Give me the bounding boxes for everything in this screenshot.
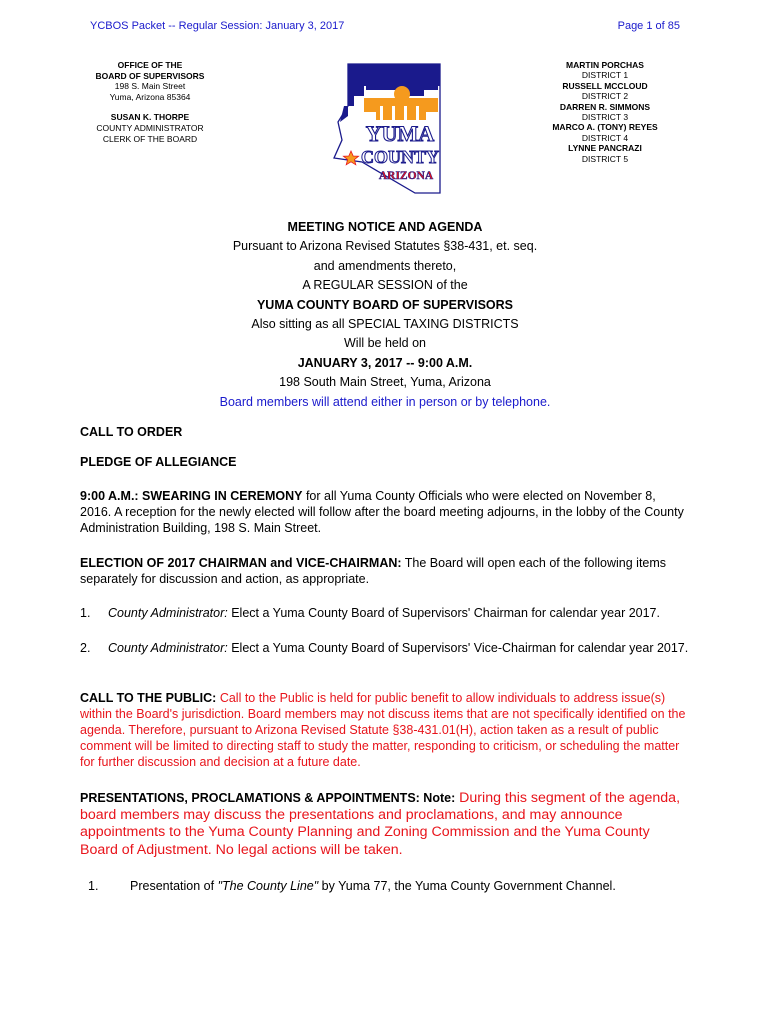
- member-district: DISTRICT 5: [581, 153, 629, 164]
- office-address-block: [60, 60, 240, 144]
- item-text: Elect a Yuma County Board of Supervisors' Chairman for calendar year 2017.: [227, 606, 660, 620]
- swearing-section: [80, 488, 690, 536]
- logo-text-county: COUNTY: [360, 147, 440, 167]
- presentations-section: [80, 790, 690, 859]
- item-prefix: Presentation of: [130, 879, 218, 893]
- notice-held-on: Will be held on: [344, 336, 426, 351]
- presentations-text: During this segment of the agenda, board members may discuss the presentations and proclamations, and may announce appointments to the Yuma County Planning and Zoning Commission and the Yuma County Board of Adjustment. No legal actions will be taken.: [80, 790, 681, 858]
- notice-regular-session: A REGULAR SESSION of the: [302, 278, 468, 293]
- member-district: DISTRICT 1: [581, 70, 629, 81]
- office-line: BOARD OF SUPERVISORS: [95, 70, 205, 81]
- meeting-address: 198 South Main Street, Yuma, Arizona: [279, 375, 491, 390]
- office-line: OFFICE OF THE: [117, 60, 183, 70]
- notice-pursuant: Pursuant to Arizona Revised Statutes §38-431, et. seq.: [232, 239, 538, 254]
- item-suffix: by Yuma 77, the Yuma County Government Channel.: [318, 879, 616, 893]
- election-text: The Board will open each of the following items separately for discussion and action, as appropriate.: [80, 556, 667, 586]
- item-text: Elect a Yuma County Board of Supervisors' Vice-Chairman for calendar year 2017.: [227, 641, 689, 655]
- member-district: DISTRICT 4: [581, 132, 629, 143]
- meeting-notice: [0, 218, 770, 412]
- meeting-date: JANUARY 3, 2017 -- 9:00 A.M.: [297, 355, 473, 370]
- yuma-county-logo: [330, 62, 442, 196]
- public-text: Call to the Public is held for public benefit to allow individuals to address issue(s) within the Board's jurisdiction. Board members may not discuss items that are not specifically identified on the agenda. Therefore, pursuant to Arizona Revised Statute §38-431.01(H), action taken as a result of public comment will be limited to directing staff to study the matter, responding to criticism, or scheduling the matter for further discussion and decision at a future date.: [80, 691, 686, 769]
- notice-amendments: and amendments thereto,: [313, 258, 457, 273]
- swearing-text: for all Yuma County Officials who were elected on November 8, 2016. A reception for the newly elected will follow after the board meeting adjourns, in the lobby of the County Administration Building, 198 S. Main Street.: [80, 489, 684, 535]
- pledge-text: PLEDGE OF ALLEGIANCE: [80, 455, 237, 469]
- item-number: 2.: [80, 641, 91, 655]
- board-members-block: [530, 60, 680, 164]
- member-name: DARREN R. SIMMONS: [559, 101, 651, 112]
- notice-board-name: YUMA COUNTY BOARD OF SUPERVISORS: [256, 297, 514, 312]
- item-title: "The County Line": [217, 879, 319, 893]
- member-name: RUSSELL MCCLOUD: [562, 80, 648, 91]
- member-name: MARTIN PORCHAS: [566, 60, 644, 70]
- presentation-item: [88, 878, 698, 894]
- election-heading: ELECTION OF 2017 CHAIRMAN and VICE-CHAIRMAN:: [80, 556, 402, 570]
- election-section: [80, 555, 690, 587]
- member-district: DISTRICT 2: [581, 91, 629, 102]
- item-role: County Administrator:: [108, 606, 228, 620]
- call-to-order-text: CALL TO ORDER: [80, 425, 183, 439]
- logo-text-arizona: ARIZONA: [378, 170, 434, 182]
- page-number: Page 1 of 85: [617, 20, 680, 32]
- office-city: Yuma, Arizona 85364: [109, 91, 191, 102]
- member-name: MARCO A. (TONY) REYES: [552, 122, 658, 133]
- clerk-title: CLERK OF THE BOARD: [102, 133, 198, 144]
- administrator-title: COUNTY ADMINISTRATOR: [96, 122, 204, 133]
- administrator-name: SUSAN K. THORPE: [110, 112, 190, 123]
- notice-special-districts: Also sitting as all SPECIAL TAXING DISTRICTS: [251, 317, 519, 332]
- attendance-note: Board members will attend either in person or by telephone.: [219, 394, 551, 409]
- swearing-heading: 9:00 A.M.: SWEARING IN CEREMONY: [80, 489, 303, 503]
- election-item: [80, 605, 690, 621]
- call-to-order-heading: [80, 424, 690, 440]
- item-role: County Administrator:: [108, 641, 228, 655]
- presentations-heading: PRESENTATIONS, PROCLAMATIONS & APPOINTMENTS: Note:: [80, 791, 456, 805]
- call-to-public-section: [80, 690, 690, 770]
- public-heading: CALL TO THE PUBLIC:: [80, 691, 217, 705]
- member-district: DISTRICT 3: [581, 112, 629, 123]
- election-item: [80, 640, 690, 656]
- notice-title: MEETING NOTICE AND AGENDA: [287, 220, 483, 234]
- member-name: LYNNE PANCRAZI: [568, 143, 642, 154]
- pledge-heading: [80, 454, 690, 470]
- packet-header: YCBOS Packet -- Regular Session: January 3, 2017: [90, 20, 345, 32]
- item-number: 1.: [88, 879, 99, 893]
- logo-text-yuma: YUMA: [365, 121, 435, 146]
- item-number: 1.: [80, 606, 91, 620]
- office-street: 198 S. Main Street: [114, 81, 186, 92]
